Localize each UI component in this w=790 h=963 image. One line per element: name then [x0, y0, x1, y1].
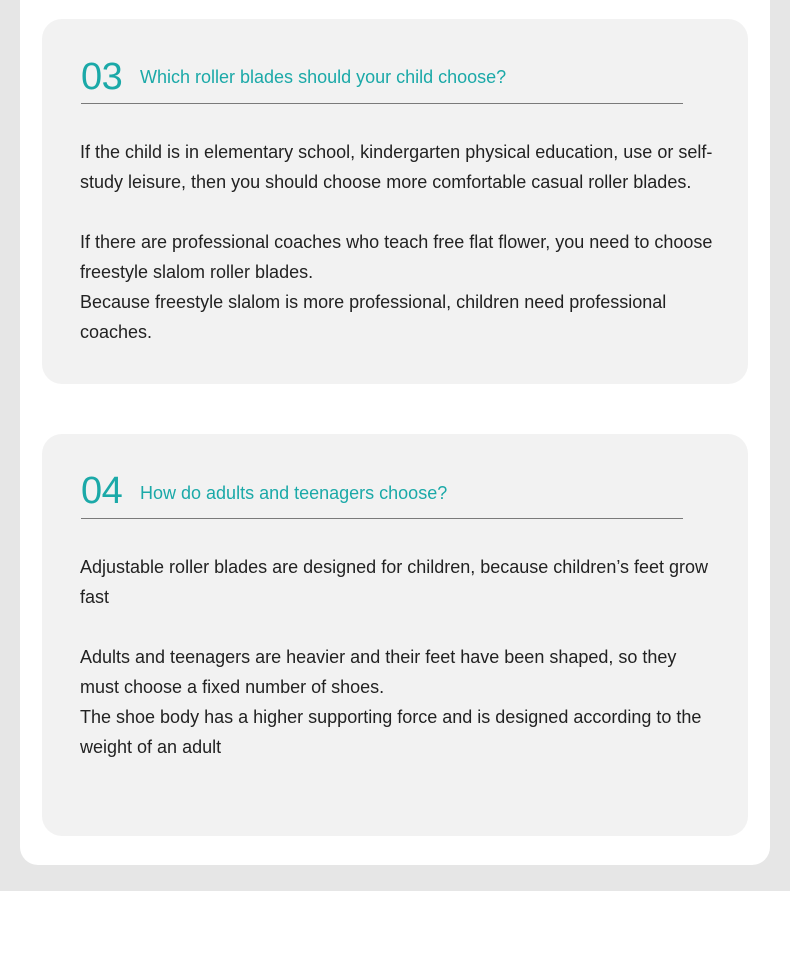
section-04 — [42, 434, 748, 836]
section-body — [80, 137, 720, 347]
paragraph: The shoe body has a higher supporting force and is designed according to the weight of an adult — [80, 707, 702, 757]
section-body — [80, 552, 720, 762]
paragraph: Because freestyle slalom is more professional, children need professional coaches. — [80, 292, 667, 342]
paragraph: Adults and teenagers are heavier and their feet have been shaped, so they must choose a fixed number of shoes. — [80, 647, 677, 697]
paragraph-spacer — [80, 612, 720, 642]
section-03 — [42, 19, 748, 384]
paragraph-spacer — [80, 197, 720, 227]
paragraph: If the child is in elementary school, kindergarten physical education, use or self-study leisure, then you should choose more comfortable casual roller blades. — [80, 142, 713, 192]
section-number: 04 — [81, 470, 123, 512]
title-divider — [81, 103, 683, 104]
paragraph: Adjustable roller blades are designed for children, because children’s feet grow fast — [80, 557, 709, 607]
section-title: How do adults and teenagers choose? — [140, 483, 448, 503]
section-title: Which roller blades should your child choose? — [140, 67, 507, 87]
title-divider — [81, 518, 683, 519]
paragraph: If there are professional coaches who teach free flat flower, you need to choose freestyle slalom roller blades. — [80, 232, 713, 282]
section-number: 03 — [81, 56, 123, 98]
